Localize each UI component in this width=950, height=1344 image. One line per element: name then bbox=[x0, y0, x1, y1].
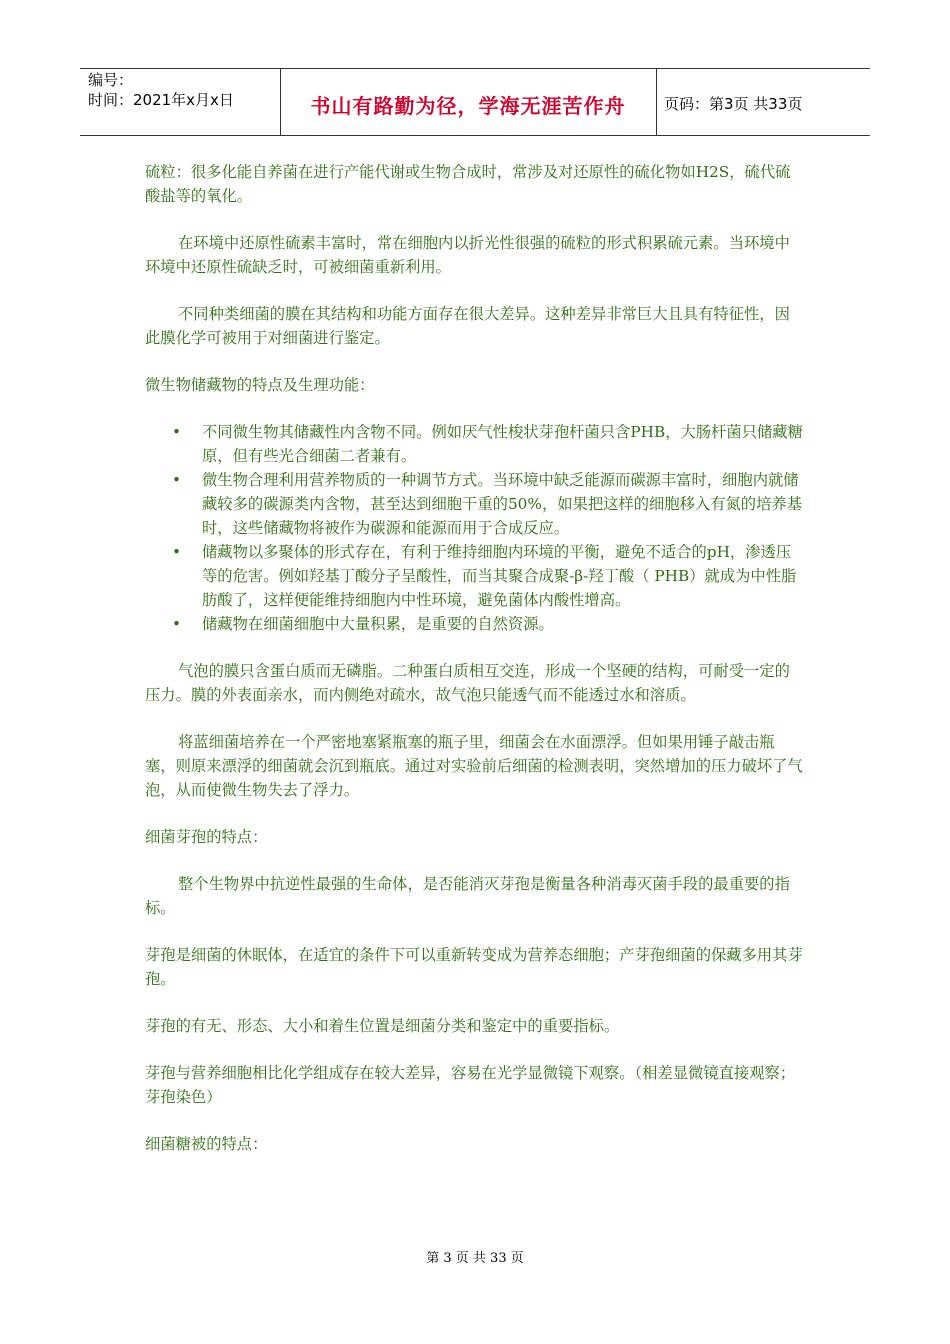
paragraph-cyanobacteria-experiment: 将蓝细菌培养在一个严密地塞紧瓶塞的瓶子里，细菌会在水面漂浮。但如果用锤子敲击瓶塞，则原来漂浮的细菌就会沉到瓶底。通过对实验前后细菌的检测表明，突然增加的压力破坏了气泡，从而使微生物失去了浮力。 bbox=[145, 733, 803, 799]
list-item: • 不同微生物其储藏性内含物不同。例如厌气性梭状芽孢杆菌只含PHB，大肠杆菌只储藏糖原，但有些光合细菌二者兼有。 bbox=[202, 420, 805, 468]
paragraph-spore-classification: 芽孢的有无、形态、大小和着生位置是细菌分类和鉴定中的重要指标。 bbox=[145, 1017, 620, 1035]
heading-glycocalyx-features: 细菌糖被的特点： bbox=[145, 1135, 268, 1153]
list-item: • 微生物合理利用营养物质的一种调节方式。当环境中缺乏能源而碳源丰富时，细胞内就储藏较多的碳源类内含物，甚至达到细胞干重的50%，如果把这样的细胞移入有氮的培养基时，这些储藏物将被作为碳源和能源而用于合成反应。 bbox=[202, 468, 805, 540]
storage-features-list bbox=[145, 420, 805, 636]
paragraph-spore-dormancy: 芽孢是细菌的休眠体，在适宜的条件下可以重新转变成为营养态细胞；产芽孢细菌的保藏多用其芽孢。 bbox=[145, 946, 803, 988]
header-top-rule bbox=[80, 68, 870, 69]
heading-spore-features: 细菌芽孢的特点： bbox=[145, 828, 268, 846]
paragraph-sulfur-granules: 硫粒：很多化能自养菌在进行产能代谢或生物合成时，常涉及对还原性的硫化物如H2S，硫代硫酸盐等的氧化。 bbox=[145, 163, 791, 205]
document-body bbox=[145, 160, 805, 1179]
paragraph-sulfur-accumulation: 在环境中还原性硫素丰富时，常在细胞内以折光性很强的硫粒的形式积累硫元素。当环境中环境中还原性硫缺乏时，可被细菌重新利用。 bbox=[145, 234, 790, 276]
header-motto: 书山有路勤为径，学海无涯苦作舟 bbox=[310, 94, 626, 118]
list-item: • 储藏物在细菌细胞中大量积累，是重要的自然资源。 bbox=[202, 612, 805, 636]
header-meta bbox=[88, 70, 234, 110]
header-page-number: 页码：第3页 共33页 bbox=[664, 95, 803, 113]
heading-storage-materials: 微生物储藏物的特点及生理功能： bbox=[145, 376, 375, 394]
header-bottom-rule bbox=[80, 135, 870, 136]
list-item: • 储藏物以多聚体的形式存在，有利于维持细胞内环境的平衡，避免不适合的pH，渗透压等的危害。例如羟基丁酸分子呈酸性，而当其聚合成聚-β-羟丁酸（ PHB）就成为中性脂肪酸了，这样便能维持细胞内中性环境，避免菌体内酸性增高。 bbox=[202, 540, 805, 612]
page-footer: 第 3 页 共 33 页 bbox=[426, 1251, 524, 1266]
header-divider-right bbox=[656, 68, 657, 136]
paragraph-spore-resistance: 整个生物界中抗逆性最强的生命体，是否能消灭芽孢是衡量各种消毒灭菌手段的最重要的指标。 bbox=[145, 875, 790, 917]
paragraph-membrane-differences: 不同种类细菌的膜在其结构和功能方面存在很大差异。这种差异非常巨大且具有特征性，因此膜化学可被用于对细菌进行鉴定。 bbox=[145, 305, 790, 347]
document-number-label: 编号： bbox=[88, 71, 134, 89]
header-divider-left bbox=[280, 68, 281, 136]
paragraph-spore-observation: 芽孢与营养细胞相比化学组成存在较大差异，容易在光学显微镜下观察。（相差显微镜直接观察；芽孢染色） bbox=[145, 1064, 796, 1106]
document-date-label: 时间：2021年x月x日 bbox=[88, 91, 234, 109]
paragraph-gas-vesicle-membrane: 气泡的膜只含蛋白质而无磷脂。二种蛋白质相互交连，形成一个坚硬的结构，可耐受一定的压力。膜的外表面亲水，而内侧绝对疏水，故气泡只能透气而不能透过水和溶质。 bbox=[145, 662, 790, 704]
